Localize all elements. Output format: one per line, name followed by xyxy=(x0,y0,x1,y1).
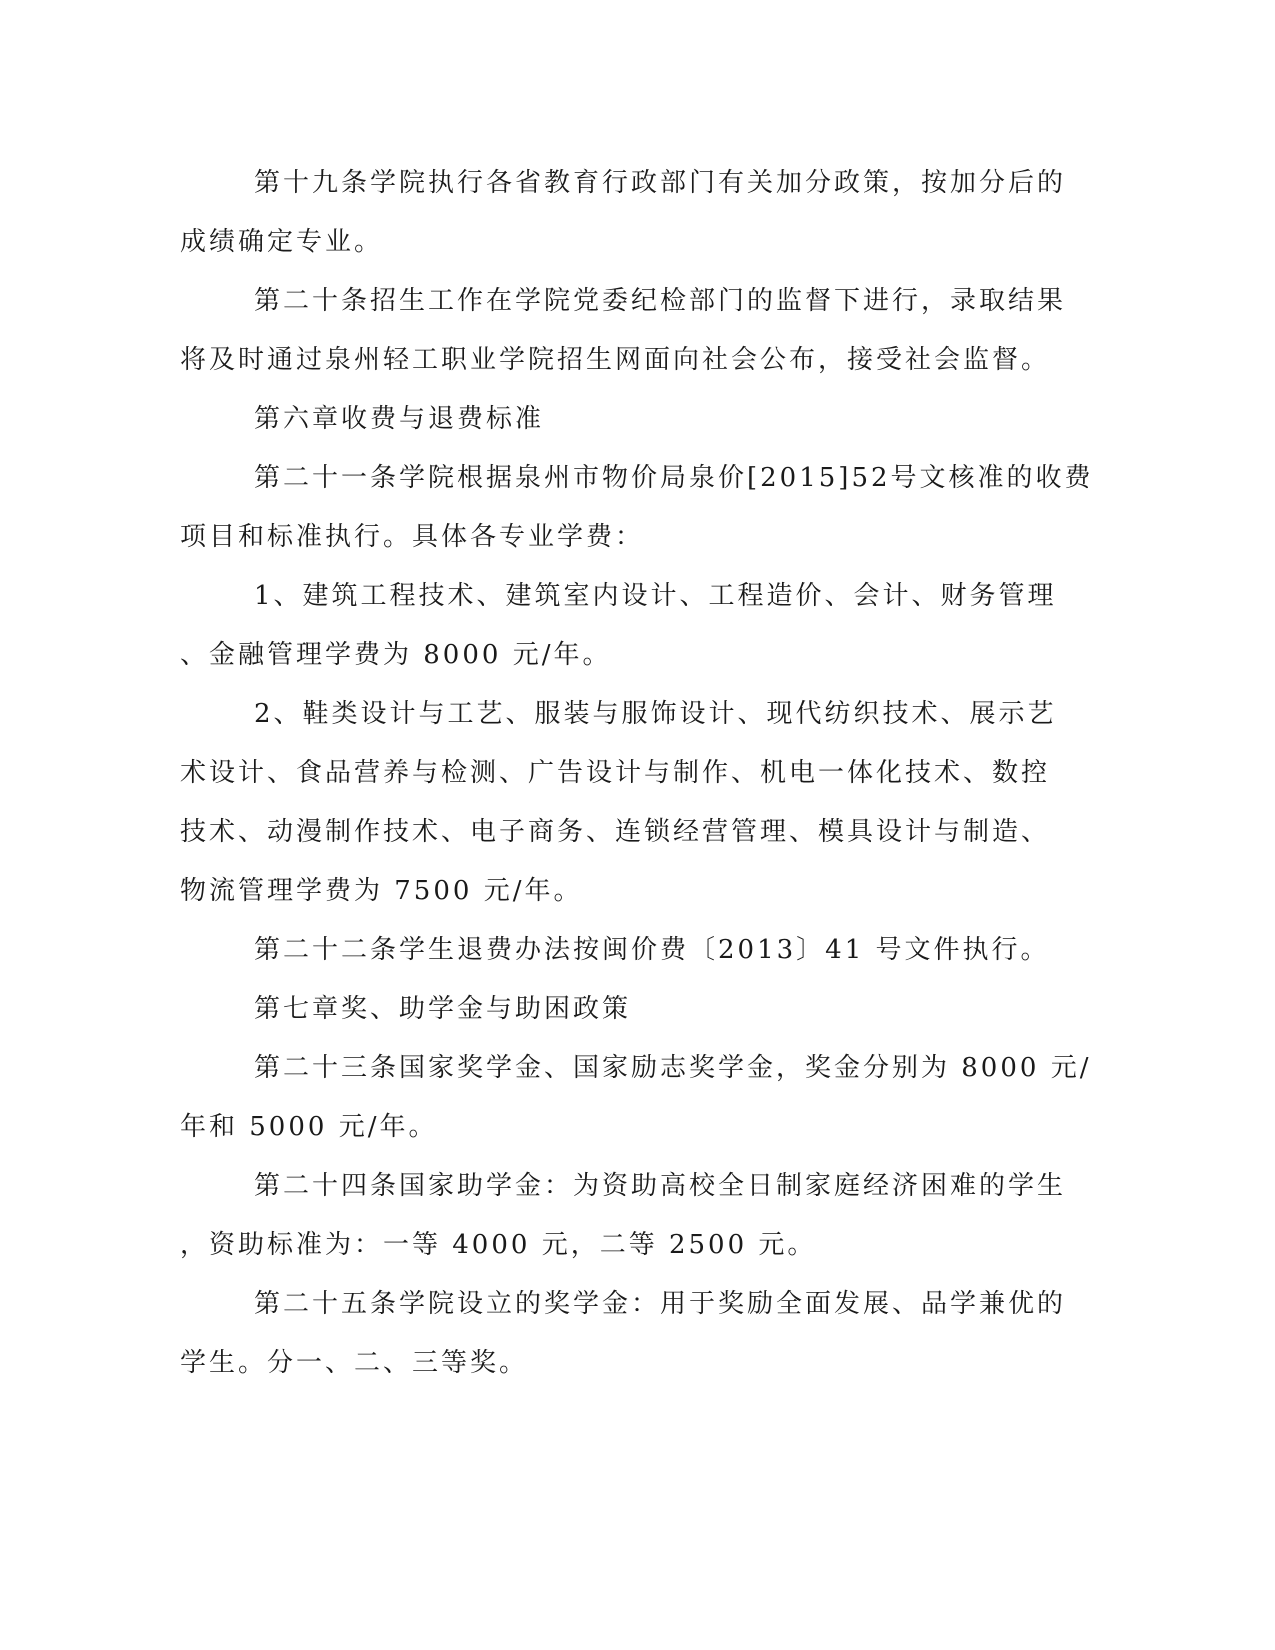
fee-item-2-line-3: 技术、动漫制作技术、电子商务、连锁经营管理、模具设计与制造、 xyxy=(180,817,1051,847)
fee-item-1-line-2: 、金融管理学费为 8000 元/年。 xyxy=(180,640,612,670)
paragraph-article-20-line-2: 将及时通过泉州轻工职业学院招生网面向社会公布，接受社会监督。 xyxy=(180,345,1051,375)
paragraph-article-21-line-2: 项目和标准执行。具体各专业学费： xyxy=(180,522,645,552)
paragraph-article-23-line-2: 年和 5000 元/年。 xyxy=(180,1112,438,1142)
paragraph-article-21-line-1: 第二十一条学院根据泉州市物价局泉价[2015]52号文核准的收费 xyxy=(254,463,1094,493)
document-body xyxy=(180,154,1094,1393)
chapter-7-heading: 第七章奖、助学金与助困政策 xyxy=(254,994,632,1024)
fee-item-1-line-1: 1、建筑工程技术、建筑室内设计、工程造价、会计、财务管理 xyxy=(254,581,1057,611)
paragraph-article-25-line-2: 学生。分一、二、三等奖。 xyxy=(180,1348,529,1378)
paragraph-article-20-line-1: 第二十条招生工作在学院党委纪检部门的监督下进行，录取结果 xyxy=(254,286,1067,316)
paragraph-article-22: 第二十二条学生退费办法按闽价费〔2013〕41 号文件执行。 xyxy=(254,935,1050,965)
paragraph-article-25-line-1: 第二十五条学院设立的奖学金：用于奖励全面发展、品学兼优的 xyxy=(254,1289,1067,1319)
paragraph-article-23-line-1: 第二十三条国家奖学金、国家励志奖学金，奖金分别为 8000 元/ xyxy=(254,1053,1092,1083)
fee-item-2-line-4: 物流管理学费为 7500 元/年。 xyxy=(180,876,583,906)
fee-item-2-line-2: 术设计、食品营养与检测、广告设计与制作、机电一体化技术、数控 xyxy=(180,758,1051,788)
chapter-6-heading: 第六章收费与退费标准 xyxy=(254,404,545,434)
paragraph-article-24-line-1: 第二十四条国家助学金：为资助高校全日制家庭经济困难的学生 xyxy=(254,1171,1067,1201)
fee-item-2-line-1: 2、鞋类设计与工艺、服装与服饰设计、现代纺织技术、展示艺 xyxy=(254,699,1057,729)
paragraph-article-19-line-1: 第十九条学院执行各省教育行政部门有关加分政策，按加分后的 xyxy=(254,168,1067,198)
paragraph-article-24-line-2: ，资助标准为：一等 4000 元，二等 2500 元。 xyxy=(180,1230,817,1260)
paragraph-article-19-line-2: 成绩确定专业。 xyxy=(180,227,384,257)
